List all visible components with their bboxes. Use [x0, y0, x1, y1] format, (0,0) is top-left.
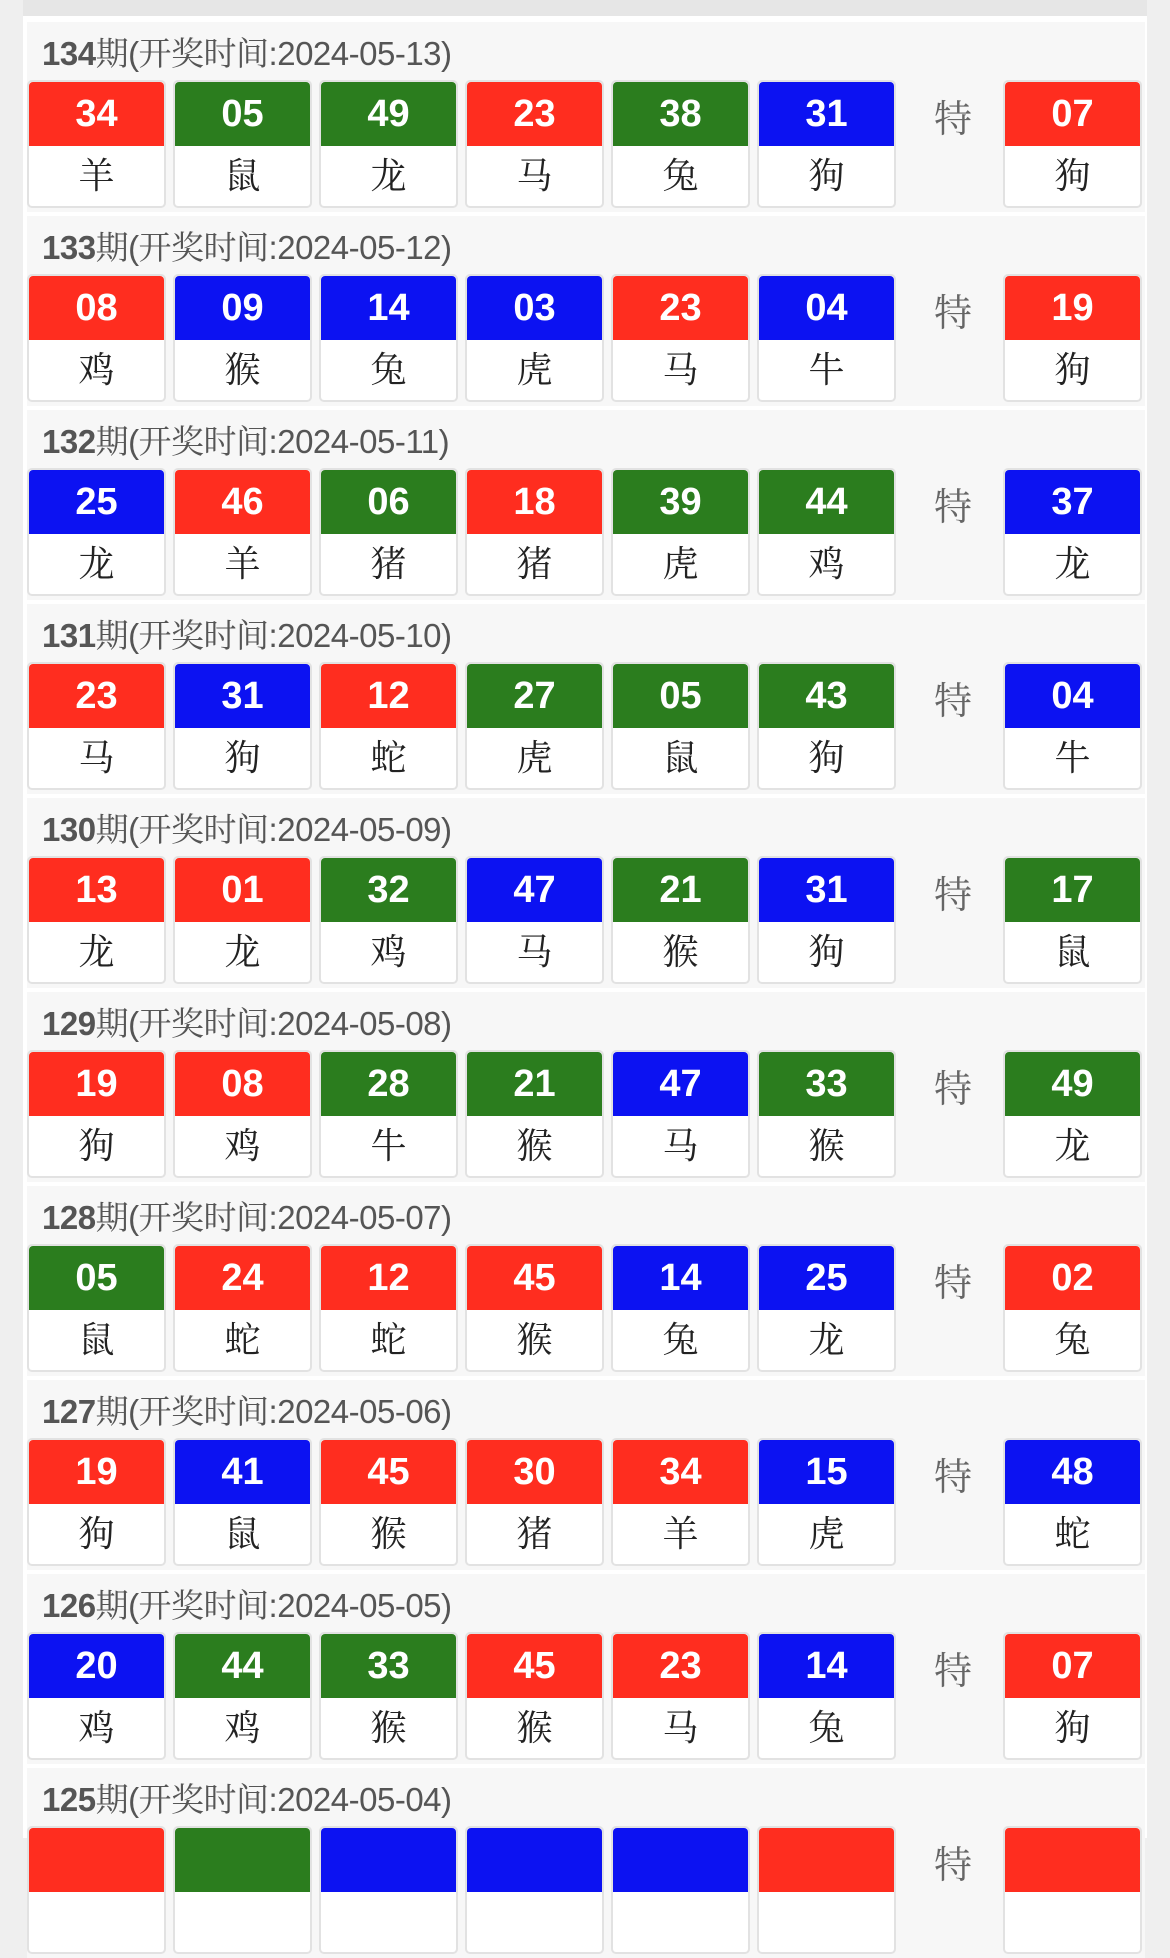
ball-number: 34 [29, 82, 164, 146]
special-ball-cell [1005, 1440, 1140, 1564]
ball-number: 33 [321, 1634, 456, 1698]
zodiac-label: 猴 [224, 349, 261, 390]
ball-number: 33 [759, 1052, 894, 1116]
ball-cell [321, 1246, 456, 1370]
ball-cell [29, 1440, 164, 1564]
draw-row [27, 992, 1145, 1182]
ball-number: 03 [467, 276, 602, 340]
zodiac-label: 猪 [370, 543, 407, 584]
zodiac-label: 鸡 [224, 1707, 261, 1748]
issue-number: 131 [42, 617, 96, 654]
ball-number: 05 [613, 664, 748, 728]
special-label: 特 [933, 1651, 972, 1693]
ball-cell [759, 1440, 894, 1564]
zodiac-label: 狗 [1054, 349, 1091, 390]
ball-number: 05 [175, 82, 310, 146]
issue-suffix: 期 [95, 617, 129, 654]
ball-cell [613, 1052, 748, 1176]
draw-row [27, 798, 1145, 988]
ball-cell [321, 470, 456, 594]
ball-number: 45 [321, 1440, 456, 1504]
ball-number: 08 [29, 276, 164, 340]
draw-date: (开奖时间:2024-05-06) [128, 1393, 452, 1430]
ball-cell [759, 82, 894, 206]
zodiac-label: 马 [516, 155, 553, 196]
issue-suffix: 期 [95, 423, 129, 460]
zodiac-label [175, 1892, 310, 1952]
draw-header [42, 28, 452, 75]
zodiac-label: 鸡 [224, 1125, 261, 1166]
ball-number: 27 [467, 664, 602, 728]
ball-cell [321, 1052, 456, 1176]
ball-cell [29, 1634, 164, 1758]
ball-number: 31 [175, 664, 310, 728]
zodiac-label: 兔 [662, 1319, 699, 1360]
draw-header [42, 1192, 452, 1239]
ball-cell [321, 664, 456, 788]
ball-number: 19 [1005, 276, 1140, 340]
zodiac-label: 虎 [516, 349, 553, 390]
ball-number: 38 [613, 82, 748, 146]
zodiac-label: 猴 [516, 1707, 553, 1748]
zodiac-label: 猪 [516, 543, 553, 584]
ball-cell [175, 1052, 310, 1176]
ball-cell [467, 276, 602, 400]
special-label: 特 [933, 487, 972, 529]
issue-suffix: 期 [95, 1781, 129, 1818]
ball-number: 47 [613, 1052, 748, 1116]
ball-number: 01 [175, 858, 310, 922]
ball-number: 12 [321, 664, 456, 728]
ball-cell [175, 276, 310, 400]
ball-number: 19 [29, 1052, 164, 1116]
zodiac-label: 兔 [370, 349, 407, 390]
draw-date: (开奖时间:2024-05-11) [128, 423, 450, 460]
ball-cell [321, 276, 456, 400]
zodiac-label: 马 [662, 1125, 699, 1166]
ball-number: 47 [467, 858, 602, 922]
zodiac-label: 猴 [662, 931, 699, 972]
zodiac-label: 蛇 [370, 737, 407, 778]
zodiac-label: 虎 [516, 737, 553, 778]
ball-number: 45 [467, 1634, 602, 1698]
draw-header [42, 1386, 452, 1433]
zodiac-label: 龙 [1054, 543, 1091, 584]
zodiac-label: 狗 [808, 931, 845, 972]
zodiac-label: 狗 [1054, 155, 1091, 196]
ball-cell [759, 1246, 894, 1370]
ball-number: 49 [1005, 1052, 1140, 1116]
zodiac-label: 蛇 [1054, 1513, 1091, 1554]
ball-cell [759, 1052, 894, 1176]
ball-cell [759, 1634, 894, 1758]
ball-cell [759, 470, 894, 594]
ball-cell [467, 1634, 602, 1758]
ball-number: 48 [1005, 1440, 1140, 1504]
issue-number: 126 [42, 1587, 96, 1624]
special-label: 特 [933, 99, 972, 141]
special-label: 特 [933, 1263, 972, 1305]
top-bar [23, 0, 1147, 16]
special-label: 特 [933, 1457, 972, 1499]
ball-number: 45 [467, 1246, 602, 1310]
draw-date: (开奖时间:2024-05-10) [128, 617, 452, 654]
issue-suffix: 期 [95, 811, 129, 848]
zodiac-label: 猴 [370, 1513, 407, 1554]
zodiac-label: 龙 [78, 931, 115, 972]
special-ball-cell [1005, 470, 1140, 594]
ball-cell [613, 276, 748, 400]
ball-cell [467, 470, 602, 594]
zodiac-label: 虎 [662, 543, 699, 584]
zodiac-label: 马 [662, 349, 699, 390]
zodiac-label [29, 1892, 164, 1952]
draw-header [42, 1580, 452, 1627]
zodiac-label [613, 1892, 748, 1952]
zodiac-label: 兔 [808, 1707, 845, 1748]
zodiac-label: 鸡 [78, 1707, 115, 1748]
zodiac-label: 猴 [370, 1707, 407, 1748]
zodiac-label: 羊 [224, 543, 261, 584]
ball-cell [759, 1828, 894, 1952]
ball-number: 23 [613, 276, 748, 340]
special-label: 特 [933, 1069, 972, 1111]
zodiac-label: 狗 [224, 737, 261, 778]
issue-number: 128 [42, 1199, 96, 1236]
special-ball-cell [1005, 276, 1140, 400]
issue-suffix: 期 [95, 35, 129, 72]
ball-number: 31 [759, 858, 894, 922]
draw-row [27, 1186, 1145, 1376]
ball-cell [467, 664, 602, 788]
special-label: 特 [933, 681, 972, 723]
ball-cell [467, 1246, 602, 1370]
special-label: 特 [933, 1845, 972, 1887]
draw-header [42, 222, 452, 269]
zodiac-label: 猪 [516, 1513, 553, 1554]
special-label: 特 [933, 875, 972, 917]
zodiac-label: 狗 [78, 1513, 115, 1554]
ball-cell [175, 82, 310, 206]
ball-cell [467, 858, 602, 982]
ball-number: 34 [613, 1440, 748, 1504]
zodiac-label: 牛 [370, 1125, 407, 1166]
ball-number: 21 [613, 858, 748, 922]
ball-number: 05 [29, 1246, 164, 1310]
ball-cell [29, 1828, 164, 1952]
draw-results-page [23, 0, 1147, 1887]
ball-cell [29, 858, 164, 982]
special-ball-cell [1005, 1828, 1140, 1952]
ball-number: 17 [1005, 858, 1140, 922]
zodiac-label: 狗 [808, 737, 845, 778]
zodiac-label: 鸡 [808, 543, 845, 584]
zodiac-label: 牛 [1054, 737, 1091, 778]
zodiac-label: 龙 [1054, 1125, 1091, 1166]
draw-row [27, 216, 1145, 406]
ball-number: 14 [321, 276, 456, 340]
issue-suffix: 期 [95, 1587, 129, 1624]
zodiac-label: 鼠 [662, 737, 699, 778]
ball-number: 07 [1005, 1634, 1140, 1698]
zodiac-label [467, 1892, 602, 1952]
draw-header [42, 1774, 452, 1821]
zodiac-label: 狗 [808, 155, 845, 196]
ball-cell [29, 470, 164, 594]
zodiac-label: 鸡 [370, 931, 407, 972]
ball-number: 12 [321, 1246, 456, 1310]
ball-cell [175, 858, 310, 982]
zodiac-label: 马 [78, 737, 115, 778]
issue-number: 132 [42, 423, 96, 460]
ball-number: 30 [467, 1440, 602, 1504]
zodiac-label: 龙 [808, 1319, 845, 1360]
ball-number: 41 [175, 1440, 310, 1504]
draw-date: (开奖时间:2024-05-09) [128, 811, 452, 848]
draw-date: (开奖时间:2024-05-07) [128, 1199, 452, 1236]
ball-cell [613, 1828, 748, 1952]
ball-cell [29, 664, 164, 788]
issue-number: 129 [42, 1005, 96, 1042]
draw-date: (开奖时间:2024-05-08) [128, 1005, 452, 1042]
ball-number: 24 [175, 1246, 310, 1310]
zodiac-label: 龙 [78, 543, 115, 584]
zodiac-label: 鸡 [78, 349, 115, 390]
ball-cell [175, 1440, 310, 1564]
special-ball-cell [1005, 664, 1140, 788]
zodiac-label [321, 1892, 456, 1952]
zodiac-label: 兔 [1054, 1319, 1091, 1360]
ball-number: 20 [29, 1634, 164, 1698]
zodiac-label: 鼠 [224, 155, 261, 196]
draw-row [27, 22, 1145, 212]
draw-date: (开奖时间:2024-05-05) [128, 1587, 452, 1624]
ball-cell [321, 1828, 456, 1952]
issue-suffix: 期 [95, 1199, 129, 1236]
ball-number: 23 [29, 664, 164, 728]
ball-cell [175, 664, 310, 788]
zodiac-label: 牛 [808, 349, 845, 390]
ball-number: 02 [1005, 1246, 1140, 1310]
issue-suffix: 期 [95, 1005, 129, 1042]
ball-number: 32 [321, 858, 456, 922]
ball-number: 14 [613, 1246, 748, 1310]
issue-number: 127 [42, 1393, 96, 1430]
ball-cell [321, 1634, 456, 1758]
draw-row [27, 1768, 1145, 1958]
zodiac-label [1005, 1892, 1140, 1952]
draw-header [42, 998, 452, 1045]
ball-cell [175, 470, 310, 594]
draw-row [27, 1574, 1145, 1764]
issue-number: 130 [42, 811, 96, 848]
ball-cell [613, 1440, 748, 1564]
zodiac-label: 虎 [808, 1513, 845, 1554]
ball-number: 08 [175, 1052, 310, 1116]
ball-cell [467, 1440, 602, 1564]
zodiac-label: 龙 [370, 155, 407, 196]
ball-cell [759, 664, 894, 788]
ball-number: 09 [175, 276, 310, 340]
ball-number: 19 [29, 1440, 164, 1504]
ball-cell [467, 1828, 602, 1952]
ball-cell [759, 858, 894, 982]
ball-cell [613, 664, 748, 788]
draw-row [27, 410, 1145, 600]
ball-number: 31 [759, 82, 894, 146]
ball-cell [29, 1246, 164, 1370]
ball-cell [29, 82, 164, 206]
ball-number: 39 [613, 470, 748, 534]
issue-suffix: 期 [95, 1393, 129, 1430]
ball-number: 13 [29, 858, 164, 922]
zodiac-label: 猴 [516, 1319, 553, 1360]
ball-number: 37 [1005, 470, 1140, 534]
zodiac-label: 蛇 [224, 1319, 261, 1360]
draw-row [27, 604, 1145, 794]
special-ball-cell [1005, 1246, 1140, 1370]
ball-number: 18 [467, 470, 602, 534]
zodiac-label: 马 [516, 931, 553, 972]
zodiac-label: 猴 [516, 1125, 553, 1166]
special-ball-cell [1005, 858, 1140, 982]
ball-number: 23 [613, 1634, 748, 1698]
zodiac-label [759, 1892, 894, 1952]
ball-cell [175, 1634, 310, 1758]
special-ball-cell [1005, 82, 1140, 206]
zodiac-label: 蛇 [370, 1319, 407, 1360]
zodiac-label: 鼠 [224, 1513, 261, 1554]
zodiac-label: 狗 [78, 1125, 115, 1166]
ball-number: 25 [29, 470, 164, 534]
ball-cell [175, 1246, 310, 1370]
draw-header [42, 416, 449, 463]
ball-number: 21 [467, 1052, 602, 1116]
draw-date: (开奖时间:2024-05-04) [128, 1781, 452, 1818]
ball-number: 28 [321, 1052, 456, 1116]
issue-number: 134 [42, 35, 96, 72]
ball-number: 49 [321, 82, 456, 146]
ball-number: 46 [175, 470, 310, 534]
ball-cell [613, 82, 748, 206]
zodiac-label: 狗 [1054, 1707, 1091, 1748]
ball-cell [29, 276, 164, 400]
zodiac-label: 鼠 [1054, 931, 1091, 972]
zodiac-label: 马 [662, 1707, 699, 1748]
ball-cell [613, 858, 748, 982]
ball-cell [175, 1828, 310, 1952]
ball-number: 06 [321, 470, 456, 534]
ball-cell [321, 82, 456, 206]
zodiac-label: 鼠 [78, 1319, 115, 1360]
ball-number: 04 [1005, 664, 1140, 728]
ball-cell [467, 1052, 602, 1176]
ball-cell [321, 1440, 456, 1564]
ball-number: 43 [759, 664, 894, 728]
draw-header [42, 804, 452, 851]
ball-number: 25 [759, 1246, 894, 1310]
ball-cell [613, 1634, 748, 1758]
ball-cell [29, 1052, 164, 1176]
zodiac-label: 猴 [808, 1125, 845, 1166]
ball-cell [613, 1246, 748, 1370]
draw-header [42, 610, 452, 657]
ball-number: 07 [1005, 82, 1140, 146]
ball-cell [467, 82, 602, 206]
zodiac-label: 羊 [662, 1513, 699, 1554]
ball-cell [613, 470, 748, 594]
special-ball-cell [1005, 1052, 1140, 1176]
issue-number: 133 [42, 229, 96, 266]
zodiac-label: 羊 [78, 155, 115, 196]
ball-number: 44 [175, 1634, 310, 1698]
draw-row [27, 1380, 1145, 1570]
special-label: 特 [933, 293, 972, 335]
special-ball-cell [1005, 1634, 1140, 1758]
zodiac-label: 龙 [224, 931, 261, 972]
ball-cell [759, 276, 894, 400]
ball-number: 14 [759, 1634, 894, 1698]
issue-suffix: 期 [95, 229, 129, 266]
issue-number: 125 [42, 1781, 96, 1818]
ball-number: 44 [759, 470, 894, 534]
ball-number: 15 [759, 1440, 894, 1504]
draw-date: (开奖时间:2024-05-12) [128, 229, 452, 266]
ball-number: 04 [759, 276, 894, 340]
ball-number: 23 [467, 82, 602, 146]
draw-date: (开奖时间:2024-05-13) [128, 35, 452, 72]
ball-cell [321, 858, 456, 982]
zodiac-label: 兔 [662, 155, 699, 196]
